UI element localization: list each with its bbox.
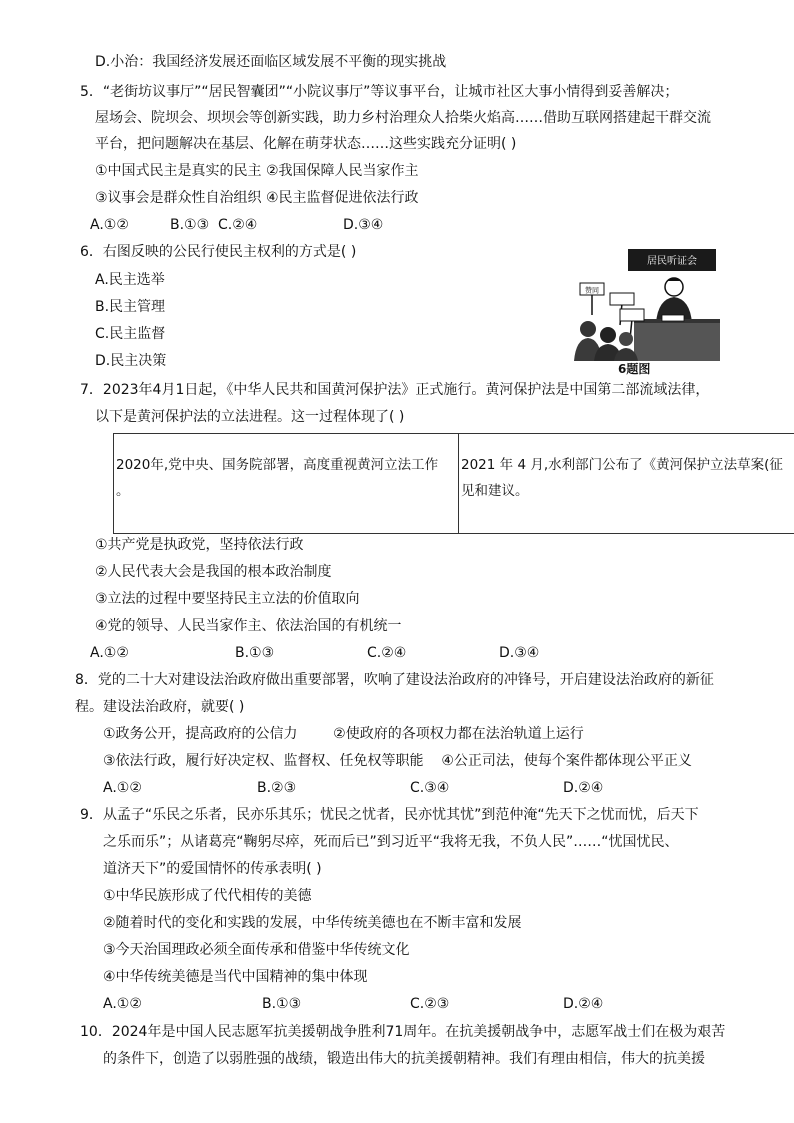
- q6-figure-hearing-illustration: [570, 243, 720, 375]
- q4-option-d: D.小治：我国经济发展还面临区域发展不平衡的现实挑战: [95, 54, 447, 70]
- q7-table-cell-2021: 2021 年 4 月,水利部门公布了《黄河保护立法草案(征 见和建议。: [461, 457, 783, 499]
- q7-option-a: A.①②: [90, 645, 129, 661]
- q7-legislation-table: [113, 433, 794, 534]
- q6-figure-caption: 6题图: [618, 362, 651, 375]
- q5-item-line-2: ③议事会是群众性自治组织 ④民主监督促进依法行政: [95, 190, 419, 206]
- q9-option-b: B.①③: [262, 996, 302, 1012]
- q7-table-cell-2020: 2020年,党中央、国务院部署，高度重视黄河立法工作 。: [114, 434, 459, 533]
- q7-option-d: D.③④: [499, 645, 540, 661]
- q8-option-c: C.③④: [410, 780, 450, 796]
- q6-option-c: C.民主监督: [95, 326, 166, 342]
- q7-stem-line-1: 7．2023年4月1日起，《中华人民共和国黄河保护法》正式施行。黄河保护法是中国第二部流域法律，: [80, 382, 710, 398]
- q9-stem-line-2: 之乐而乐”；从诸葛亮“鞠躬尽瘁，死而后已”到习近平“我将无我，不负人民”……“忧国忧民、: [103, 834, 679, 850]
- q6-figure-banner: 居民听证会: [647, 256, 697, 267]
- q5-stem-line-1: 5．“老街坊议事厅”“居民智囊团”“小院议事厅”等议事平台，让城市社区大事小情得到妥善解决；: [80, 84, 679, 100]
- q8-item-line-1: ①政务公开，提高政府的公信力 ②使政府的各项权力都在法治轨道上运行: [103, 726, 584, 742]
- q7-item-3: ③立法的过程中要坚持民主立法的价值取向: [95, 591, 360, 607]
- q7-item-4: ④党的领导、人民当家作主、依法治国的有机统一: [95, 618, 402, 634]
- q9-option-a: A.①②: [103, 996, 142, 1012]
- q9-option-c: C.②③: [410, 996, 450, 1012]
- q7-option-b: B.①③: [235, 645, 275, 661]
- q6-option-a: A.民主选举: [95, 272, 165, 288]
- q10-stem-line-1: 10．2024年是中国人民志愿军抗美援朝战争胜利71周年。在抗美援朝战争中，志愿军战士们在极为艰苦: [80, 1024, 726, 1040]
- q6-figure-sign-text: 赞同: [585, 286, 599, 295]
- q9-item-3: ③今天治国理政必须全面传承和借鉴中华传统文化: [103, 942, 410, 958]
- q6-option-b: B.民主管理: [95, 299, 166, 315]
- q9-item-4: ④中华传统美德是当代中国精神的集中体现: [103, 969, 368, 985]
- q5-stem-line-3: 平台，把问题解决在基层、化解在萌芽状态……这些实践充分证明( ): [95, 136, 517, 152]
- q9-stem-line-3: 道济天下”的爱国情怀的传承表明( ): [103, 861, 322, 877]
- q8-option-a: A.①②: [103, 780, 142, 796]
- q8-option-d: D.②④: [563, 780, 604, 796]
- q8-option-b: B.②③: [257, 780, 297, 796]
- q8-stem-line-1: 8．党的二十大对建设法治政府做出重要部署，吹响了建设法治政府的冲锋号，开启建设法治政府的新征: [75, 672, 714, 688]
- q9-item-2: ②随着时代的变化和实践的发展，中华传统美德也在不断丰富和发展: [103, 915, 522, 931]
- q5-option-a: A.①②: [90, 217, 129, 233]
- q5-stem-line-2: 屋场会、院坝会、坝坝会等创新实践，助力乡村治理众人拾柴火焰高……借助互联网搭建起干群交流: [95, 110, 711, 126]
- q6-stem: 6．右图反映的公民行使民主权利的方式是( ): [80, 244, 357, 260]
- q5-option-c: C.②④: [218, 217, 258, 233]
- q5-option-b: B.①③: [170, 217, 210, 233]
- q7-item-2: ②人民代表大会是我国的根本政治制度: [95, 564, 332, 580]
- q9-option-d: D.②④: [563, 996, 604, 1012]
- q7-item-1: ①共产党是执政党，坚持依法行政: [95, 537, 304, 553]
- q9-stem-line-1: 9．从孟子“乐民之乐者，民亦乐其乐；忧民之忧者，民亦忧其忧”到范仲淹“先天下之忧而忧，后天下: [80, 807, 699, 823]
- q7-option-c: C.②④: [367, 645, 407, 661]
- q5-option-d: D.③④: [343, 217, 384, 233]
- q9-item-1: ①中华民族形成了代代相传的美德: [103, 888, 312, 904]
- q8-item-line-2: ③依法行政，履行好决定权、监督权、任免权等职能 ④公正司法，使每个案件都体现公平正义: [103, 753, 692, 769]
- q7-stem-line-2: 以下是黄河保护法的立法进程。这一过程体现了( ): [95, 409, 405, 425]
- q10-stem-line-2: 的条件下，创造了以弱胜强的战绩，锻造出伟大的抗美援朝精神。我们有理由相信，伟大的抗美援: [103, 1051, 705, 1067]
- q5-item-line-1: ①中国式民主是真实的民主 ②我国保障人民当家作主: [95, 163, 419, 179]
- q6-option-d: D.民主决策: [95, 353, 167, 369]
- q8-stem-line-2: 程。建设法治政府，就要( ): [75, 699, 245, 715]
